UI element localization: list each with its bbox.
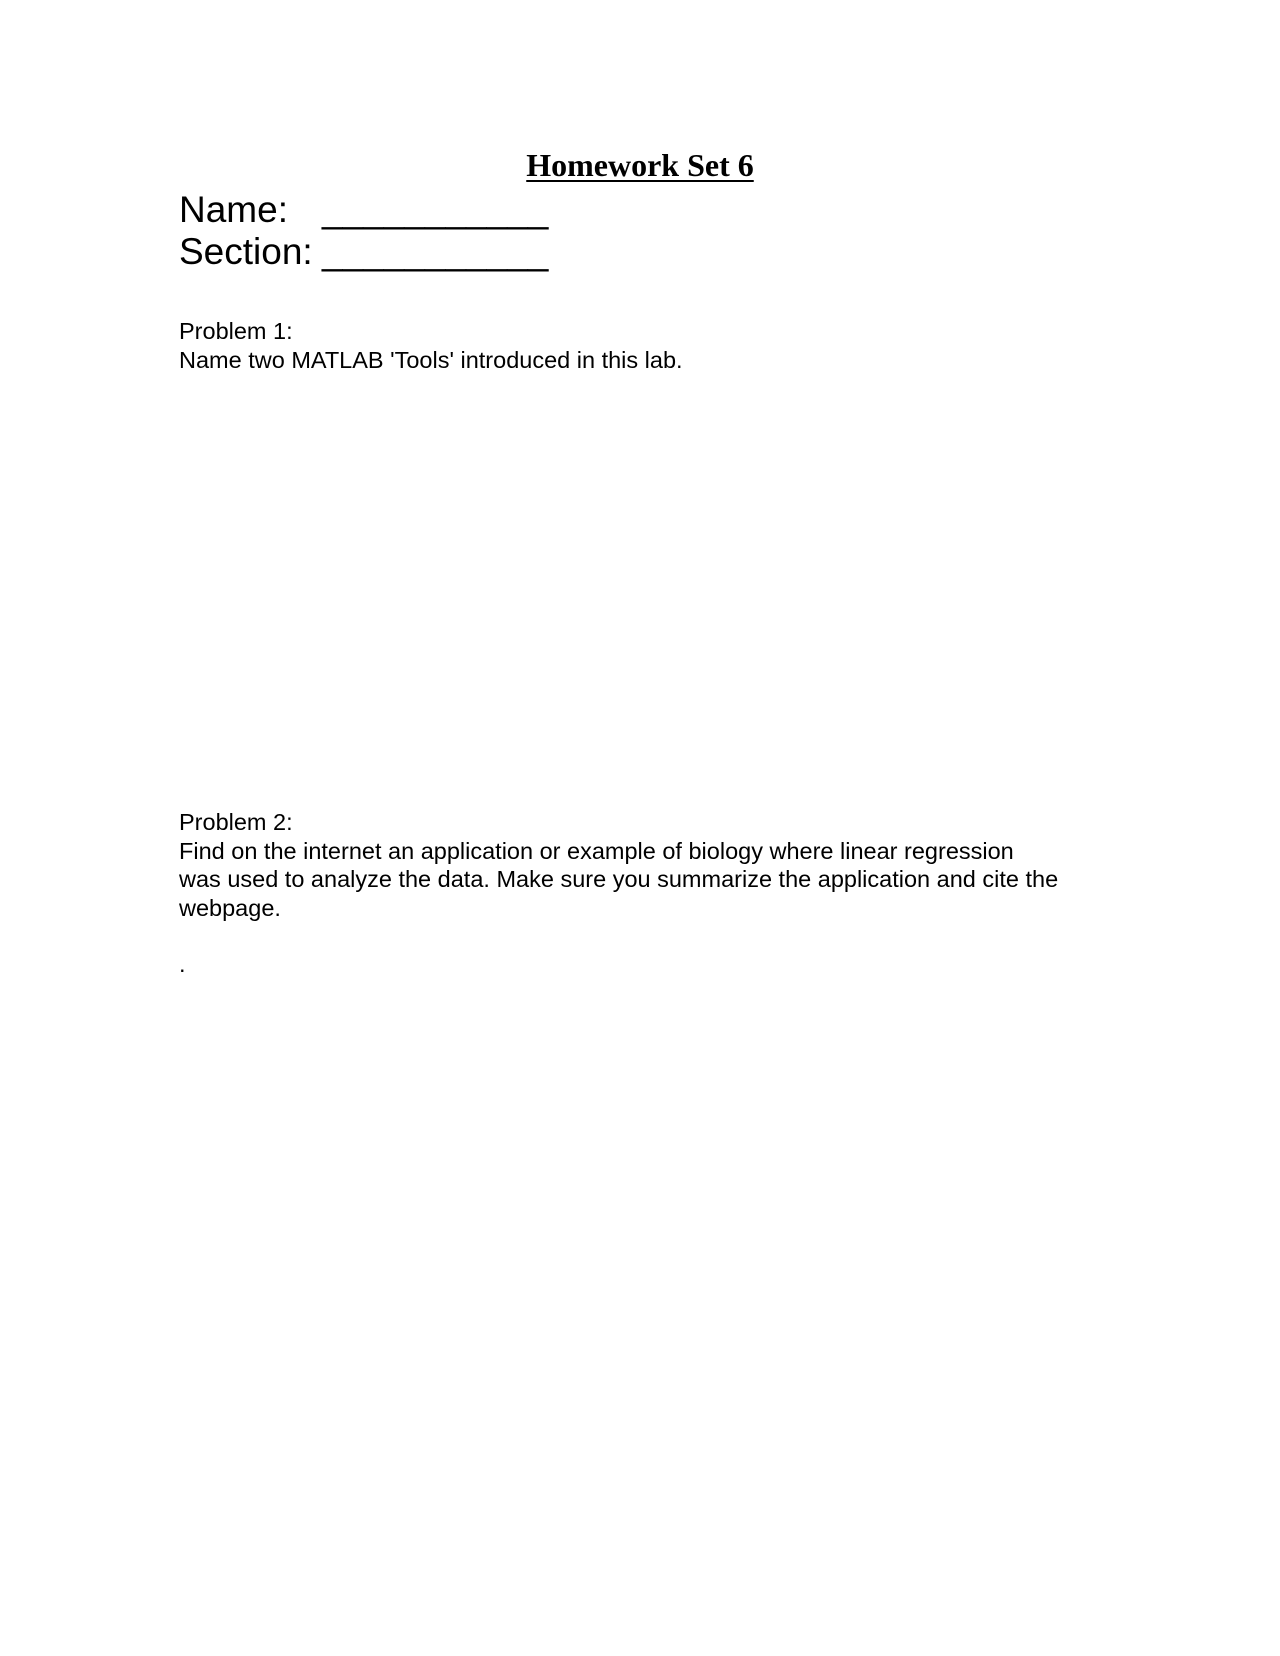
problem-2 (179, 808, 1059, 922)
trailing-period: . (179, 951, 186, 977)
name-label: Name: (179, 189, 288, 230)
section-label: Section: (179, 231, 313, 272)
problem-2-heading: Problem 2: (179, 809, 293, 835)
name-field (179, 189, 548, 231)
problem-2-text: Find on the internet an application or example of biology where linear regression was used to analyze the data. Make sure you summarize the application and cite the webpage. (179, 837, 1059, 921)
problem-1-heading: Problem 1: (179, 318, 293, 344)
section-field (179, 231, 548, 273)
section-blank: ___________ (322, 231, 549, 272)
page-title: Homework Set 6 (526, 147, 754, 183)
name-blank: ___________ (322, 189, 549, 230)
problem-1-text: Name two MATLAB 'Tools' introduced in this lab. (179, 346, 683, 373)
problem-1 (179, 317, 1059, 374)
